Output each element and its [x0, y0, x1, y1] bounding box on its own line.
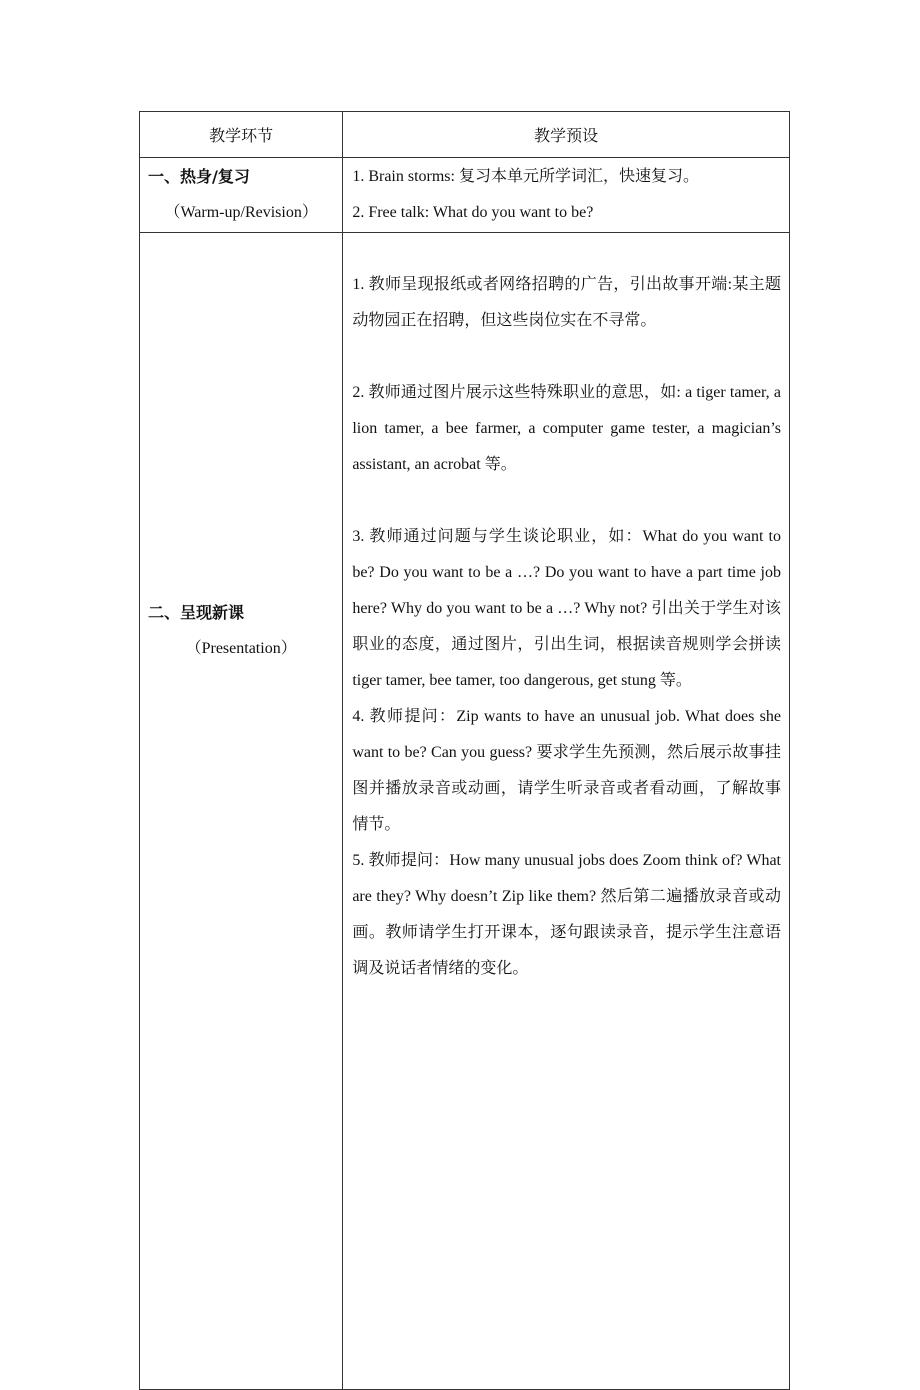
- content-item: 3. 教师通过问题与学生谈论职业，如：What do you want to be? Do you want to be a …? Do you want to have a part time job here? Why do you want to be a …? Why not? 引出关于学生对该职业的态度，通过图片，引出生词，根据读音规则学会拼读 tiger tamer, bee tamer, too dangerous, get stung 等。: [352, 528, 781, 689]
- stage-subtitle: （Warm-up/Revision）: [164, 204, 318, 221]
- content-item: 1. 教师呈现报纸或者网络招聘的广告，引出故事开端:某主题动物园正在招聘，但这些岗位实在不寻常。: [352, 276, 781, 329]
- stage-subtitle: （Presentation）: [185, 640, 297, 657]
- content-cell: [343, 233, 790, 1390]
- stage-cell: [140, 233, 343, 1390]
- lesson-plan-table: [139, 111, 790, 1390]
- stage-title: 二、呈现新课: [148, 603, 245, 622]
- content-cell: [343, 158, 790, 233]
- table-row-warmup: [140, 158, 790, 233]
- table-header-row: [140, 112, 790, 158]
- content-item: 2. Free talk: What do you want to be?: [352, 204, 594, 221]
- content-item: 2. 教师通过图片展示这些特殊职业的意思，如: a tiger tamer, a lion tamer, a bee farmer, a computer game tester, a magician’s assistant, an acrobat 等。: [352, 384, 781, 473]
- stage-cell: [140, 158, 343, 233]
- header-teaching-stage: 教学环节: [140, 112, 343, 158]
- header-teaching-plan: 教学预设: [343, 112, 790, 158]
- content-item: 1. Brain storms: 复习本单元所学词汇，快速复习。: [352, 168, 699, 185]
- content-item: 4. 教师提问：Zip wants to have an unusual job. What does she want to be? Can you guess? 要求学生先预测，然后展示故事挂图并播放录音或动画，请学生听录音或者看动画，了解故事情节。: [352, 708, 781, 833]
- table-row-presentation: [140, 233, 790, 1390]
- spacer: [343, 339, 789, 375]
- stage-title: 一、热身/复习: [148, 167, 250, 186]
- content-item: 5. 教师提问：How many unusual jobs does Zoom think of? What are they? Why doesn’t Zip like them? 然后第二遍播放录音或动画。教师请学生打开课本，逐句跟读录音，提示学生注意语调及说话者情绪的变化。: [352, 852, 781, 977]
- spacer: [343, 483, 789, 519]
